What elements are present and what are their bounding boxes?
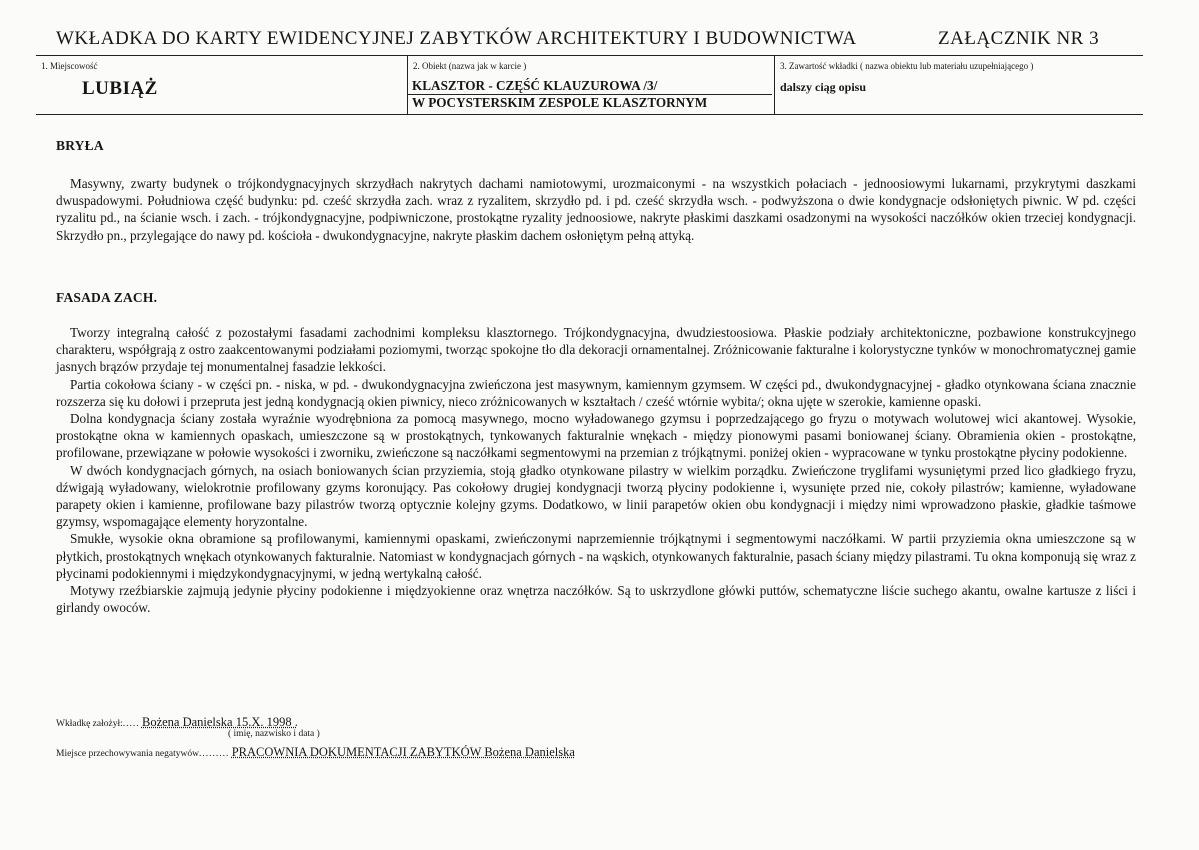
document-title: WKŁADKA DO KARTY EWIDENCYJNEJ ZABYTKÓW ARCHITEKTURY I BUDOWNICTWA xyxy=(56,28,857,49)
object-label: 2. Obiekt (nazwa jak w karcie ) xyxy=(413,61,527,71)
author-value: Bożena Danielska 15.X. 1998 . xyxy=(141,715,298,729)
content-cell xyxy=(774,56,1143,114)
record-header-table xyxy=(36,55,1143,115)
paragraph: Masywny, zwarty budynek o trójkondygnacyjnych skrzydłach nakrytych dachami namiotowymi, urozmaiconymi - na wszystkich połaciach - jednoosiowymi lukarnami, przykrytymi daszkami dwuspadowymi. Południowa część budynku: pd. cześć skrzydła zach. wraz z ryzalitem, skrzydło pd. i pd. cześć skrzydła wsch. - podwyższona o dwie kondygnacje odsłoniętych piwnic. W pd. części ryzalitu pd., na ścianie wsch. i zach. - trójkondygnacyjne, podpiwniczone, prostokątne ryzality jednoosiowe, nakryte płaskimi daszkami osadzonymi na wysokości naczółków okien trzeciej kondygnacji. Skrzydło pn., przylegające do nawy pd. kościoła - dwukondygnacyjne, nakryte płaskim dachem osłoniętym pełną attyką. xyxy=(56,176,1136,243)
content-label: 3. Zawartość wkładki ( nazwa obiektu lub materiału uzupełniającego ) xyxy=(780,61,1034,71)
author-line: Wkładkę założył:..... Bożena Danielska 15.X. 1998 . xyxy=(56,715,298,729)
section-text-bryla xyxy=(56,175,1136,244)
storage-label: Miejsce przechowywania negatywów xyxy=(56,749,199,759)
paragraph: Motywy rzeźbiarskie zajmują jedynie płyciny podokienne i międzyokienne oraz wnętrza naczółków. Są to uskrzydlone główki puttów, schematyczne liście suchego akantu, owalne kartusze z liści i girlandy owoców. xyxy=(56,583,1136,616)
content-value: dalszy ciąg opisu xyxy=(780,80,867,94)
paragraph: Partia cokołowa ściany - w części pn. - niska, w pd. - dwukondygnacyjna zwieńczona jest masywnym, kamiennym gzymsem. W części pd., dwukondygnacyjnej - gładko otynkowana ściana znacznie rozszerza się ku dołowi i przeprutа jest jedną kondygnacją okien piwnicy, nieco zróżnicowanych w kształtach / cześć wtórnie wybita/; okna ujęte w szerokie, kamienne opaski. xyxy=(56,376,1136,409)
paragraph: W dwóch kondygnacjach górnych, na osiach boniowanych ścian przyziemia, stoją gładko otynkowane pilastry w wielkim porządku. Zwieńczone tryglifami wysuniętymi przed lico gładkiego fryzu, dźwigają wyładowany, wielokrotnie profilowany gzyms koronujący. Pas cokołowy drugiej kondygnacji tworzą płyciny podokienne i, wysunięte przed nie, cokoły pilastrów; kamienne, wyładowane parapety okien i kamienne, profilowane bazy pilastrów tworzą optycznie kolejny gzyms. Dodatkowo, w linii parapetów okien obu kondygnacji i między nimi wprowadzono płaskie, gładkie taśmowe gzymsy, wspomagające elementy horyzontalne. xyxy=(56,462,1136,530)
object-cell xyxy=(407,56,774,114)
locality-value: LUBIĄŻ xyxy=(82,78,158,99)
author-caption: ( imię, nazwisko i data ) xyxy=(228,729,320,739)
object-divider xyxy=(408,94,772,95)
object-value-line1: KLASZTOR - CZĘŚĆ KLAUZUROWA /3/ xyxy=(412,78,658,93)
locality-cell xyxy=(36,56,407,114)
locality-label: 1. Miejscowość xyxy=(41,61,98,71)
object-value-line2: W POCYSTERSKIM ZESPOLE KLASZTORNYM xyxy=(412,95,708,110)
section-text-fasada xyxy=(56,324,1136,616)
section-heading-fasada: FASADA ZACH. xyxy=(56,290,158,305)
paragraph: Tworzy integralną całość z pozostałymi fasadami zachodnimi kompleksu klasztornego. Trójkondygnacyjna, dwudziestoosiowa. Płaskie podziały architektoniczne, pozbawione konstrukcyjnego charakteru, współgrają z ostro zaakcentowanymi podziałami poziomymi, tworząc spokojne tło dla dekoracji ornamentalnej. Zróżnicowanie fakturalne i kolorystyczne tynków w monochromatycznej gamie jasnych brązów przydaje tej monumentalnej fasadzie lekkości. xyxy=(56,325,1136,375)
paragraph: Dolna kondygnacja ściany została wyraźnie wyodrębniona za pomocą masywnego, mocno wyładowanego gzymsu i poprzedzającego go fryzu o motywach wolutowej wici akantowej. Wysokie, prostokątne okna w kamiennych opaskach, umieszczone są w prostokątnych, tynkowanych fakturalnie wnękach - między pionowymi pasami boniowanej ściany. Obramienia okien - prostokątne, profilowane, przewiązane w połowie wysokości i zworniku, zwieńczone są naczółkami segmentowymi na przemian z trójkątnymi. poniżej okien - wypracowane w tynku prostokątne płyciny podokienne. xyxy=(56,411,1136,461)
annex-number: ZAŁĄCZNIK NR 3 xyxy=(938,28,1100,49)
author-label: Wkładkę założył: xyxy=(56,719,123,729)
paragraph: Smukłe, wysokie okna obramione są profilowanymi, kamiennymi opaskami, zwieńczonymi naprzemiennie trójkątnymi i segmentowymi naczółkami. W partii przyziemia okna umieszczone są w płytkich, prostokątnych wnękach otynkowanych fakturalnie. Natomiast w kondygnacjach górnych - na wąskich, otynkowanych fakturalnie, pasach ściany między pilastrami. Tu okna komponują się wraz z płycinami podokiennymi i międzykondygnacyjnymi, w jedną wertykalną całość. xyxy=(56,531,1136,581)
section-heading-bryla: BRYŁA xyxy=(56,138,104,153)
storage-value: PRACOWNIA DOKUMENTACJI ZABYTKÓW Bożena Danielska xyxy=(231,745,575,759)
storage-line: Miejsce przechowywania negatywów......... PRACOWNIA DOKUMENTACJI ZABYTKÓW Bożena Danielska xyxy=(56,745,575,759)
